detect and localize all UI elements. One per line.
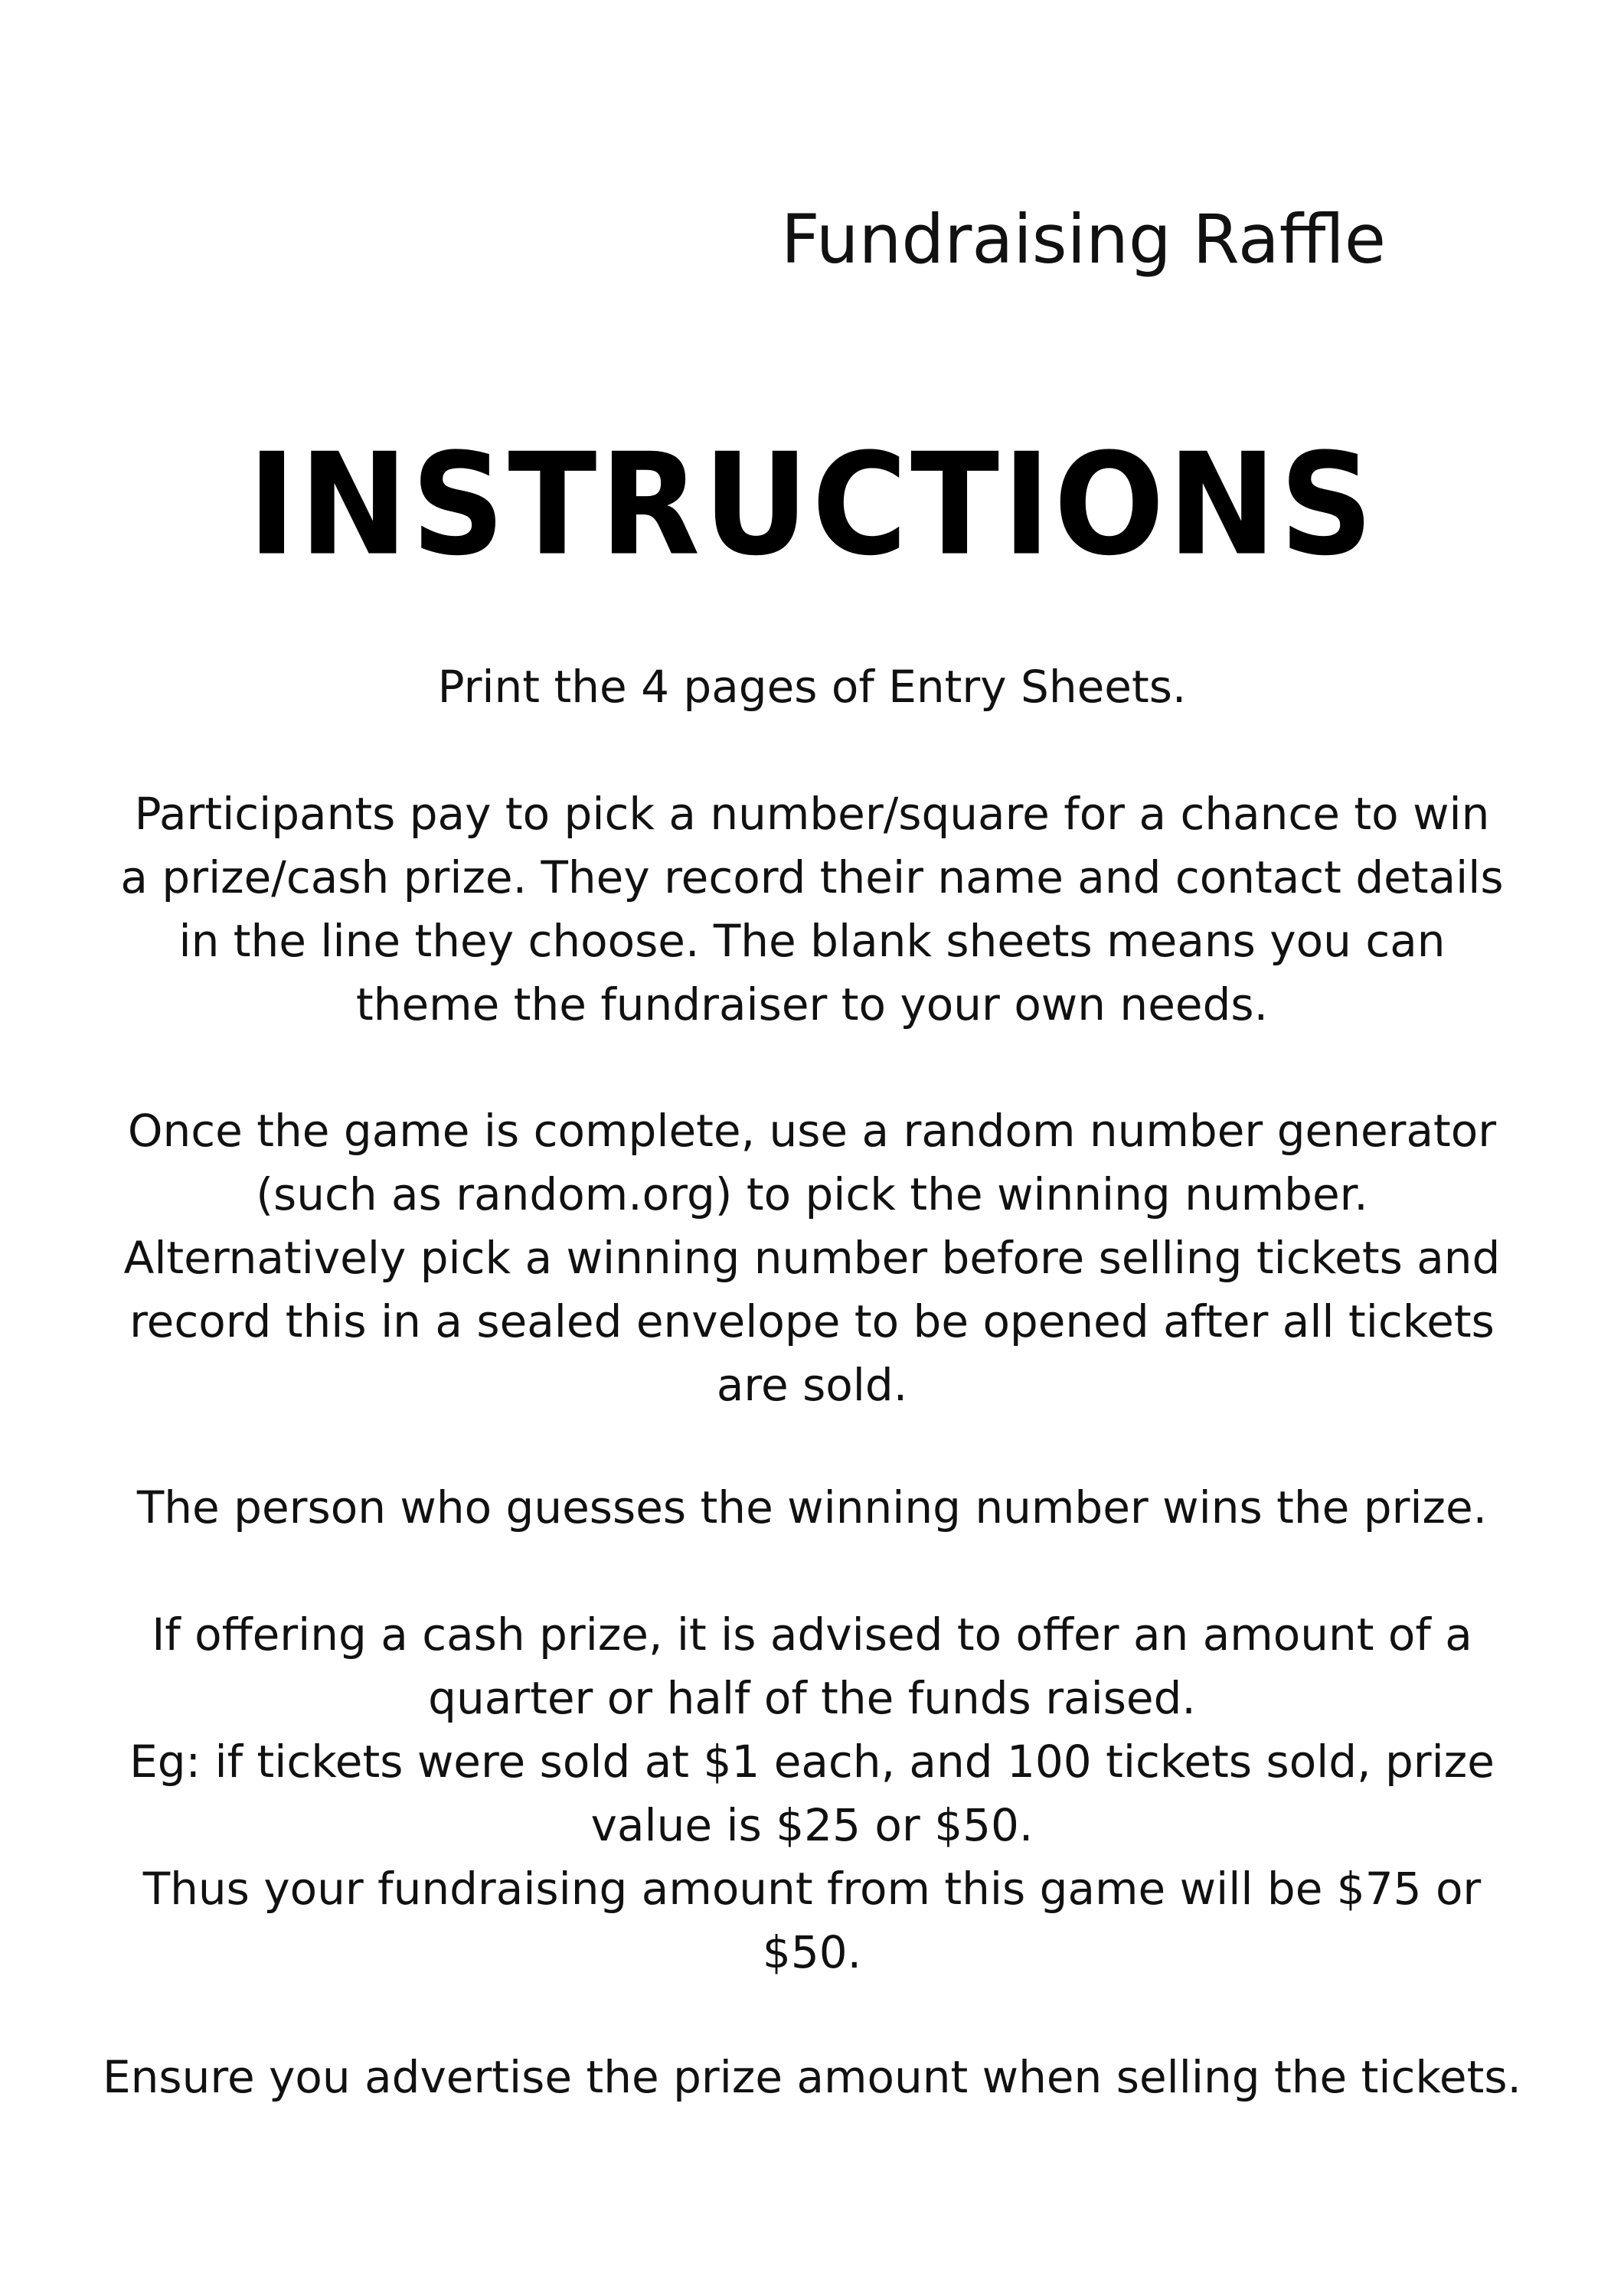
paragraph-line: Once the game is complete, use a random number generator xyxy=(127,1105,1497,1157)
paragraph-line: theme the fundraiser to your own needs. xyxy=(355,978,1269,1030)
paragraph-line: are sold. xyxy=(716,1359,908,1411)
paragraph-print-sheets xyxy=(77,655,1547,719)
paragraph-random-number xyxy=(77,1099,1547,1417)
paragraph-line: value is $25 or $50. xyxy=(590,1799,1034,1851)
paragraph-line: (such as random.org) to pick the winning number. xyxy=(256,1168,1368,1220)
paragraph-line: quarter or half of the funds raised. xyxy=(428,1672,1196,1724)
paragraph-line: If offering a cash prize, it is advised to offer an amount of a xyxy=(152,1609,1472,1661)
paragraph-line: Print the 4 pages of Entry Sheets. xyxy=(437,661,1187,713)
paragraph-winner xyxy=(77,1476,1547,1540)
paragraph-line: record this in a sealed envelope to be opened after all tickets xyxy=(129,1295,1495,1347)
paragraph-line: Participants pay to pick a number/square for a chance to win xyxy=(134,788,1490,840)
paragraph-line: Thus your fundraising amount from this game will be $75 or xyxy=(142,1863,1482,1915)
paragraph-line: a prize/cash prize. They record their name and contact details xyxy=(120,851,1504,903)
paragraph-advertise xyxy=(77,2046,1547,2109)
paragraph-line: Ensure you advertise the prize amount when selling the tickets. xyxy=(103,2051,1521,2103)
page-subtitle: Fundraising Raffle xyxy=(781,200,1387,279)
paragraph-line: in the line they choose. The blank sheets means you can xyxy=(178,915,1446,967)
paragraph-line: The person who guesses the winning number wins the prize. xyxy=(136,1481,1488,1533)
paragraph-line: Alternatively pick a winning number before selling tickets and xyxy=(123,1232,1501,1284)
paragraph-line: $50. xyxy=(762,1926,862,1978)
paragraph-cash-prize xyxy=(77,1603,1547,1984)
page-title: INSTRUCTIONS xyxy=(247,423,1377,587)
paragraph-participants xyxy=(77,782,1547,1037)
paragraph-line: Eg: if tickets were sold at $1 each, and 100 tickets sold, prize xyxy=(129,1736,1495,1788)
